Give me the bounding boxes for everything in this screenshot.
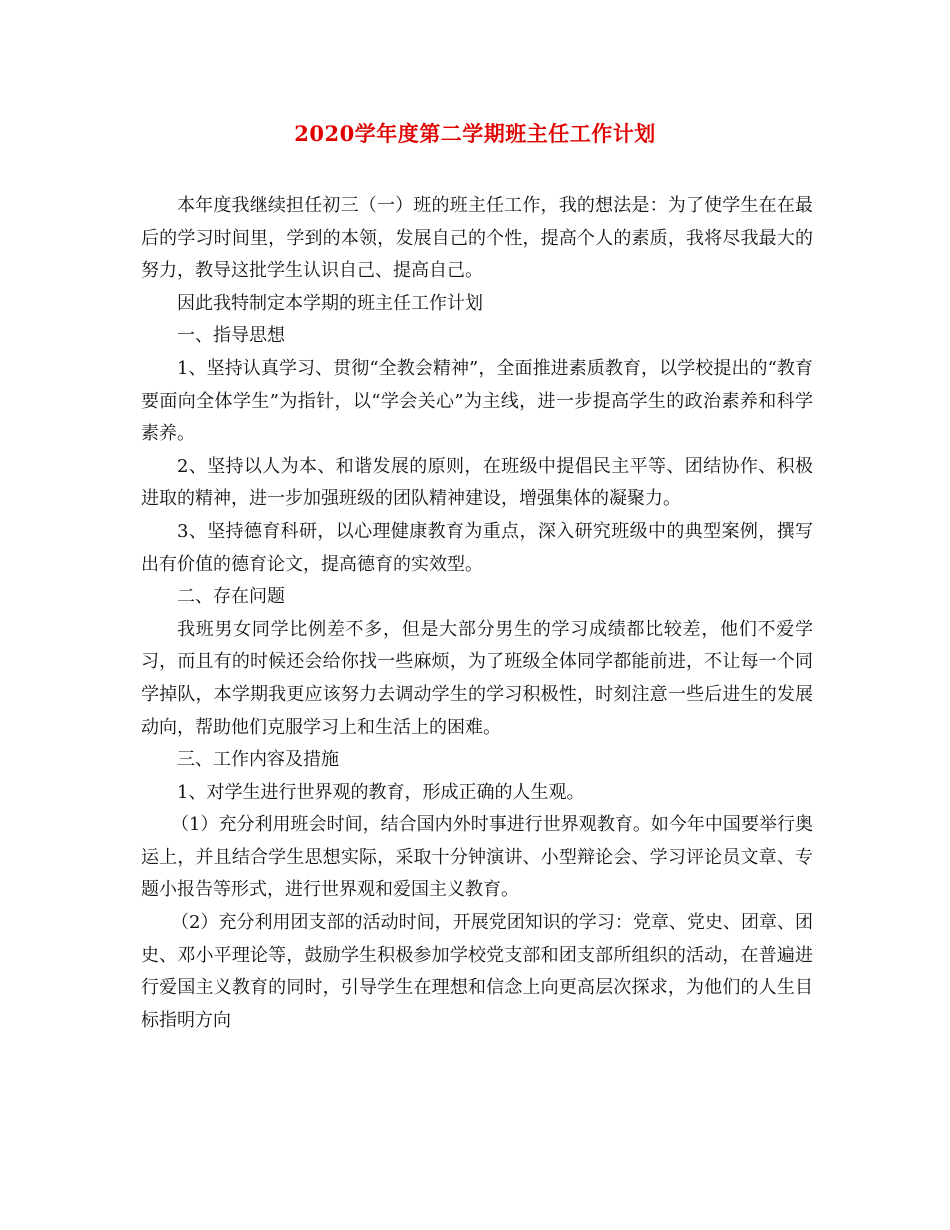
section-heading-guiding-ideology: 一、指导思想 [177, 325, 285, 347]
paragraph-item-3: 3、坚持德育科研，以心理健康教育为重点，深入研究班级中的典型案例，撰写出有价值的德育论文，提高德育的实效型。 [141, 520, 813, 575]
section-heading-work-content: 三、工作内容及措施 [177, 749, 339, 771]
paragraph-plan-statement: 因此我特制定本学期的班主任工作计划 [177, 292, 483, 314]
paragraph-item-2: 2、坚持以人为本、和谐发展的原则，在班级中提倡民主平等、团结协作、积极进取的精神，进一步加强班级的团队精神建设，增强集体的凝聚力。 [141, 455, 813, 510]
paragraph-problems: 我班男女同学比例差不多，但是大部分男生的学习成绩都比较差，他们不爱学习，而且有的时候还会给你找一些麻烦，为了班级全体同学都能前进，不让每一个同学掉队，本学期我更应该努力去调动学生的学习积极性，时刻注意一些后进生的发展动向，帮助他们克服学习上和生活上的困难。 [141, 618, 813, 738]
paragraph-measure-1-2: （2）充分利用团支部的活动时间，开展党团知识的学习：党章、党史、团章、团史、邓小平理论等，鼓励学生积极参加学校党支部和团支部所组织的活动，在普遍进行爱国主义教育的同时，引导学生在理想和信念上向更高层次探求，为他们的人生目标指明方向 [141, 912, 813, 1031]
paragraph-measure-1: 1、对学生进行世界观的教育，形成正确的人生观。 [177, 781, 585, 803]
paragraph-intro: 本年度我继续担任初三（一）班的班主任工作，我的想法是：为了使学生在在最后的学习时间里，学到的本领，发展自己的个性，提高个人的素质，我将尽我最大的努力，教导这批学生认识自己、提高自己。 [141, 195, 813, 282]
document-title: 2020学年度第二学期班主任工作计划 [294, 121, 656, 146]
paragraph-item-1: 1、坚持认真学习、贯彻“全教会精神”，全面推进素质教育，以学校提出的“教育要面向全体学生”为指针，以“学会关心”为主线，进一步提高学生的政治素养和科学素养。 [141, 357, 813, 445]
section-heading-existing-problems: 二、存在问题 [177, 586, 285, 608]
paragraph-measure-1-1: （1）充分利用班会时间，结合国内外时事进行世界观教育。如今年中国要举行奥运上，并且结合学生思想实际，采取十分钟演讲、小型辩论会、学习评论员文章、专题小报告等形式，进行世界观和爱国主义教育。 [141, 814, 813, 901]
document-body [141, 190, 813, 1037]
